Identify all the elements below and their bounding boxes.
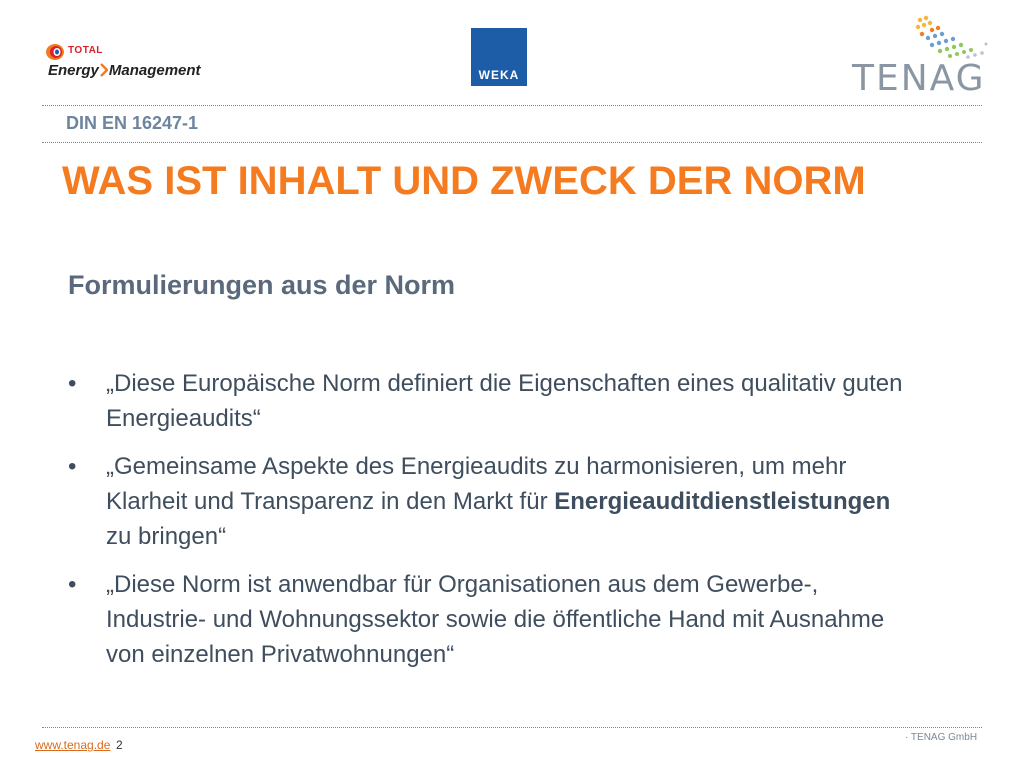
bullet-text: „Diese Europäische Norm definiert die Eigenschaften eines qualitativ guten Energieaudits“ — [106, 370, 903, 432]
bullet-glyph: • — [68, 370, 77, 397]
total-word: TOTAL — [68, 45, 103, 56]
bullet-text: „Gemeinsame Aspekte des Energieaudits zu harmonisieren, um mehr Klarheit und Transparenz in den Markt für — [106, 453, 847, 515]
total-swirl-icon — [44, 42, 70, 62]
energy-word: Energy — [48, 62, 99, 79]
management-word: Management — [108, 62, 201, 79]
divider-top — [42, 105, 982, 106]
page-number: 2 — [116, 738, 123, 752]
bullet-text-end: zu bringen“ — [106, 523, 227, 550]
slide-subtitle: Formulierungen aus der Norm — [68, 270, 456, 300]
bullet-text: „Diese Norm ist anwendbar für Organisationen aus dem Gewerbe-, Industrie- und Wohnungssektor sowie die öffentliche Hand mit Ausnahme von einzelnen Privatwohnungen“ — [106, 571, 885, 668]
bullet-glyph: • — [68, 571, 77, 598]
section-label: DIN EN 16247-1 — [66, 113, 199, 133]
bullet-item — [68, 449, 918, 554]
chevron-right-icon — [100, 63, 108, 77]
divider-header — [42, 142, 982, 143]
bullet-list — [68, 366, 918, 685]
divider-footer — [42, 727, 982, 728]
bullet-item — [68, 567, 918, 672]
footer-website-link[interactable]: www.tenag.de — [35, 738, 111, 752]
bullet-glyph: • — [68, 453, 77, 480]
energy-management-wordmark — [48, 62, 201, 79]
weka-logo — [471, 28, 527, 86]
tenag-word: TENAG — [852, 58, 986, 99]
bullet-text-bold: Energieauditdienstleistungen — [554, 488, 891, 515]
weka-word: WEKA — [478, 68, 520, 82]
bullet-item — [68, 366, 918, 436]
slide-title: WAS IST INHALT UND ZWECK DER NORM — [62, 159, 866, 203]
footer-company: · TENAG GmbH — [905, 732, 978, 743]
tenag-logo — [850, 14, 990, 99]
total-energy-management-logo — [44, 40, 244, 90]
